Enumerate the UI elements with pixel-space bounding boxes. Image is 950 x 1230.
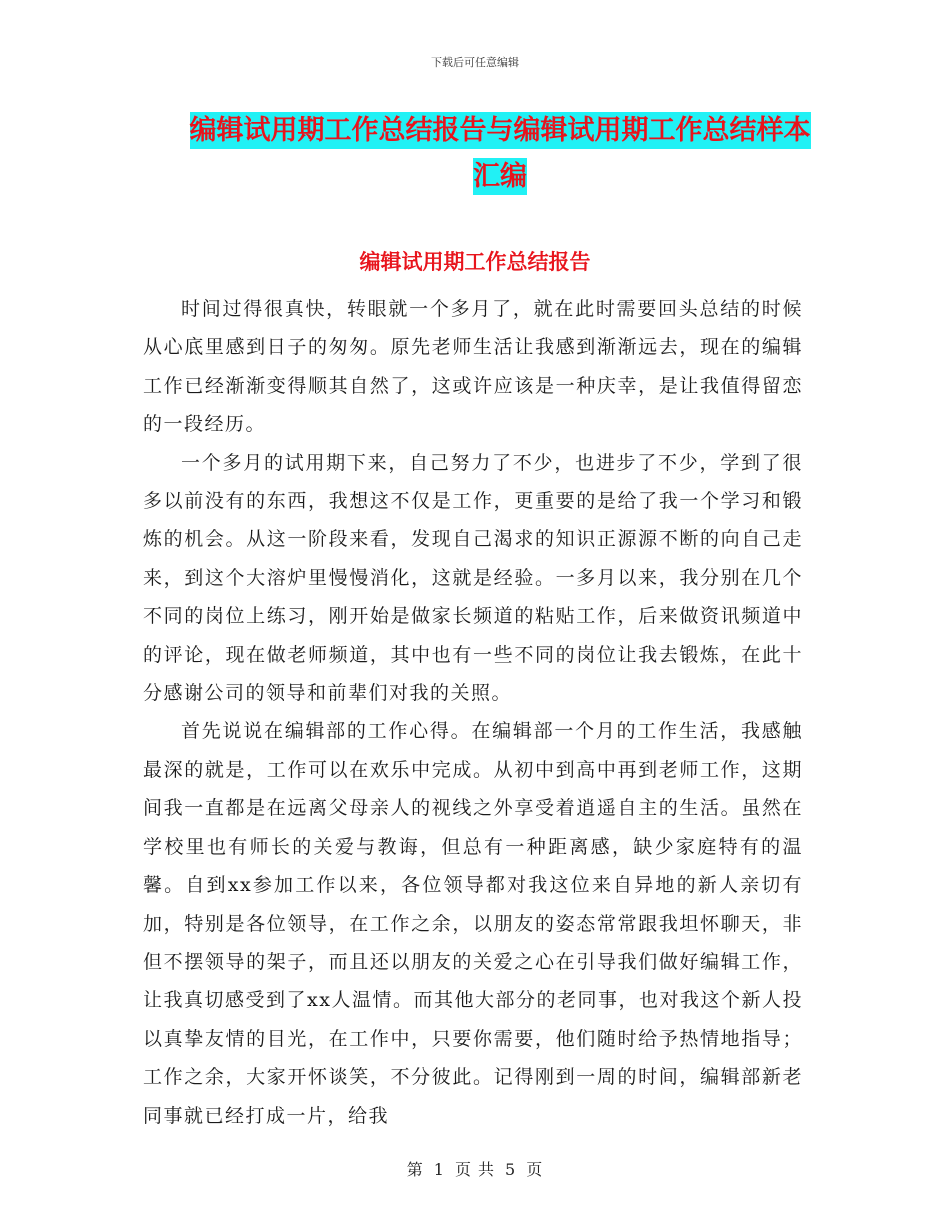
paragraph: 时间过得很真快，转眼就一个多月了，就在此时需要回头总结的时候从心底里感到日子的匆匆。原先老师生活让我感到渐渐远去，现在的编辑工作已经渐渐变得顺其自然了，这或许应该是一种庆幸，是让我值得留恋的一段经历。 [143, 298, 803, 436]
footer-suffix: 页 [526, 1160, 544, 1179]
main-title-line-2: 汇编 [473, 158, 527, 195]
main-title-line-1: 编辑试用期工作总结报告与编辑试用期工作总结样本 [190, 112, 811, 149]
paragraph: 一个多月的试用期下来，自己努力了不少，也进步了不少，学到了很多以前没有的东西，我想这不仅是工作，更重要的是给了我一个学习和锻炼的机会。从这一阶段来看，发现自己渴求的知识正源源不断的向自己走来，到这个大溶炉里慢慢消化，这就是经验。一多月以来，我分别在几个不同的岗位上练习，刚开始是做家长频道的粘贴工作，后来做资讯频道中的评论，现在做老师频道，其中也有一些不同的岗位让我去锻炼，在此十分感谢公司的领导和前辈们对我的关照。 [143, 451, 803, 705]
paragraph: 首先说说在编辑部的工作心得。在编辑部一个月的工作生活，我感触最深的就是，工作可以在欢乐中完成。从初中到高中再到老师工作，这期间我一直都是在远离父母亲人的视线之外享受着逍遥自主的生活。虽然在学校里也有师长的关爱与教诲，但总有一种距离感，缺少家庭特有的温馨。自到xx参加工作以来，各位领导都对我这位来自异地的新人亲切有加，特别是各位领导，在工作之余，以朋友的姿态常常跟我坦怀聊天，非但不摆领导的架子，而且还以朋友的关爱之心在引导我们做好编辑工作，让我真切感受到了xx人温情。而其他大部分的老同事，也对我这个新人投以真挚友情的目光，在工作中，只要你需要，他们随时给予热情地指导；工作之余，大家开怀谈笑，不分彼此。记得刚到一周的时间，编辑部新老同事就已经打成一片，给我 [143, 720, 803, 1127]
body-text [143, 290, 803, 1135]
header-note: 下载后可任意编辑 [431, 56, 519, 69]
section-title: 编辑试用期工作总结报告 [359, 250, 591, 274]
page-number: 1 [433, 1160, 445, 1179]
footer-prefix: 第 [406, 1160, 424, 1179]
main-title [150, 108, 850, 200]
total-pages: 5 [505, 1160, 517, 1179]
page-footer [0, 1157, 950, 1180]
footer-middle: 页 共 [454, 1160, 496, 1179]
